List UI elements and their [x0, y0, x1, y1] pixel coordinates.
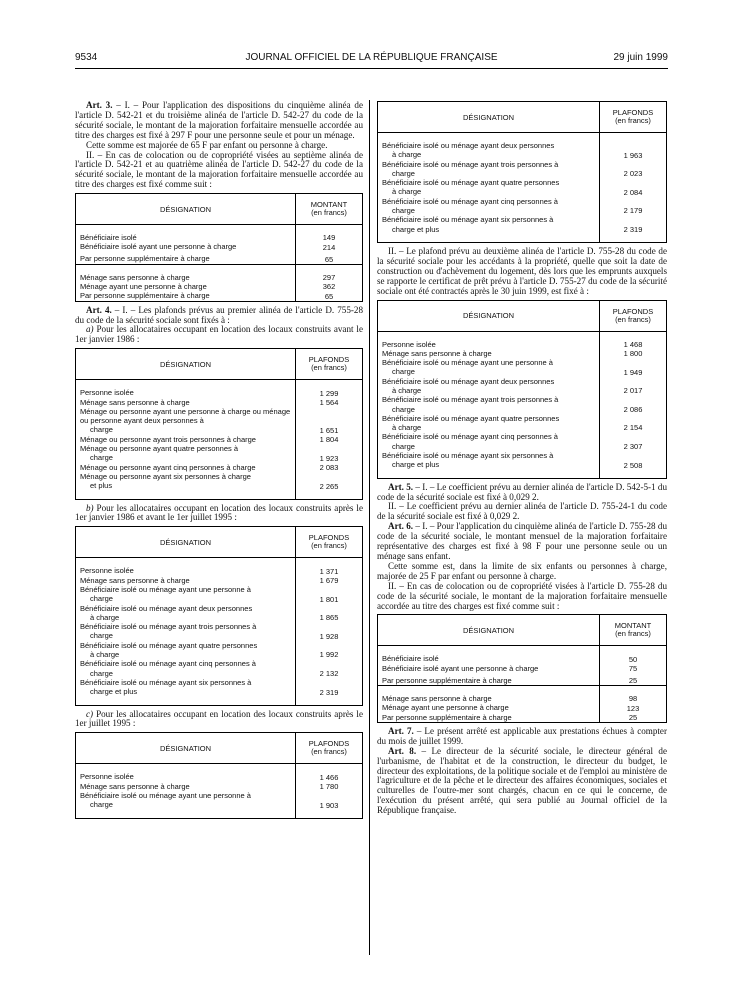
left-column	[75, 101, 363, 823]
row-label-line2: à charge	[90, 650, 120, 660]
row-label-line1: Bénéficiaire isolé ou ménage ayant cinq personnes à	[382, 432, 558, 442]
table-row-label: Ménage sans personne à charge	[378, 694, 600, 703]
art6-p2: Cette somme est, dans la limite de six enfants ou personnes à charge, majorée de 25 F par enfant ou personne à charge.	[377, 560, 667, 581]
table-row-label	[378, 377, 600, 396]
table-row-value: 1 371	[296, 566, 363, 575]
table-row-label: Bénéficiaire isolé ayant une personne à charge	[76, 242, 296, 251]
art5-label: Art. 5.	[388, 481, 414, 492]
table-row-label: Bénéficiaire isolé	[76, 233, 296, 242]
table-row-value: 2 132	[296, 659, 363, 678]
art3-label: Art. 3.	[86, 100, 113, 110]
row-label-line1: Bénéficiaire isolé ou ménage ayant six personnes à	[80, 677, 252, 687]
table-row	[76, 772, 363, 781]
table-row	[76, 435, 363, 444]
row-label-line1: Ménage ou personne ayant quatre personnes à	[80, 444, 239, 454]
table-row-value: 65	[296, 291, 363, 301]
row-label-line1: Bénéficiaire isolé ou ménage ayant deux personnes	[382, 376, 555, 386]
table-row	[378, 395, 667, 414]
table-row	[378, 160, 667, 179]
art3-p3: II. – En cas de colocation ou de copropriété visées au septième alinéa de l'article D. 542-21 et au quatrième alinéa de l'article D. 542-27 du code de la sécurité sociale, le montant de la majoration forfaitaire mensuelle accordée au titre des charges est fixé comme suit :	[75, 149, 363, 190]
publication-date: 29 juin 1999	[613, 52, 668, 63]
row-label-line1: Bénéficiaire isolé ou ménage ayant trois personnes à	[382, 395, 559, 405]
art4-p1	[75, 306, 363, 326]
row-label-line2: charge	[392, 441, 415, 451]
table-row	[76, 388, 363, 397]
table-row-label	[378, 349, 600, 358]
row-label-line2: charge	[90, 453, 113, 463]
table-row	[378, 349, 667, 358]
row-label-line2: charge	[392, 206, 415, 216]
row-label-line1: Bénéficiaire isolé ou ménage ayant une personne à	[382, 358, 553, 368]
table-row	[76, 398, 363, 407]
row-label-line1: Bénéficiaire isolé ou ménage ayant cinq personnes à	[382, 196, 558, 206]
table-row-value: 1 299	[296, 388, 363, 397]
art3-p1	[75, 101, 363, 141]
table-row-label: Ménage ayant une personne à charge	[76, 282, 296, 291]
table-row-value: 1 466	[296, 772, 363, 781]
table-row-value: 362	[296, 282, 363, 291]
col-value-label: MONTANT	[310, 200, 348, 210]
table-row-value: 1 923	[296, 444, 363, 463]
table-row	[76, 791, 363, 810]
row-label-line1: Ménage ou personne ayant une personne à charge ou ménage ou personne ayant deux personnes à	[80, 406, 291, 426]
table-row	[378, 340, 667, 349]
row-label-line1: Bénéficiaire isolé ou ménage ayant quatre personnes	[80, 640, 258, 650]
table-row-value: 1 949	[600, 358, 667, 377]
table-row-label: Ménage sans personne à charge	[76, 273, 296, 282]
table-row-label	[76, 576, 296, 585]
art7-text: – Le présent arrêté est applicable aux prestations échues à compter du mois de juillet 1999.	[377, 725, 667, 746]
table-row	[76, 585, 363, 604]
table-montant-1	[75, 193, 363, 301]
table-row-value: 75	[600, 664, 667, 673]
table-row-value: 1 865	[296, 604, 363, 623]
art5-p2: II. – Le coefficient prévu au dernier alinéa de l'article D. 755-24-1 du code de la sécurité sociale est fixé à 0,029 2.	[377, 501, 667, 522]
table-row-label	[76, 388, 296, 397]
journal-title: JOURNAL OFFICIEL DE LA RÉPUBLIQUE FRANÇAISE	[245, 52, 498, 63]
table-row-value: 2 023	[600, 160, 667, 179]
table-row-label	[378, 340, 600, 349]
table-row-label	[76, 566, 296, 575]
row-label-line1: Personne isolée	[80, 772, 134, 782]
table-row-value: 1 564	[296, 398, 363, 407]
table-row	[76, 782, 363, 791]
table-row	[378, 197, 667, 216]
art4-ii: II. – Le plafond prévu au deuxième alinéa de l'article D. 755-28 du code de la sécurité sociale pour les accédants à la propriété, quelle que soit la date de construction ou d'achèvement du logement, dès lors que les emprunts auxquels se rapporte le certificat de prêt prévu à l'article D. 755-27 du code de la sécurité sociale ont été contractés après le 30 juin 1999, est fixé à :	[377, 245, 667, 296]
table-row-label	[378, 414, 600, 433]
page-header	[75, 52, 668, 66]
table-row	[378, 432, 667, 451]
col-unit-label: (en francs)	[615, 116, 651, 125]
table-row-value: 214	[296, 242, 363, 251]
table-row	[76, 463, 363, 472]
col-designation: DÉSIGNATION	[76, 527, 296, 558]
table-plafonds-a	[75, 348, 363, 499]
row-label-line1: Ménage ou personne ayant trois personnes à charge	[80, 434, 256, 444]
art4-a-text: Pour les allocataires occupant en location des locaux construits avant le 1er janvier 1986 :	[75, 324, 363, 345]
art6-label: Art. 6.	[388, 521, 414, 532]
table-row-label	[76, 641, 296, 660]
row-label-line2: charge et plus	[392, 460, 440, 470]
table-row-label	[76, 791, 296, 810]
row-label-line2: charge	[90, 800, 113, 810]
table-row-value: 1 903	[296, 791, 363, 810]
header-rule	[75, 68, 668, 69]
table-row-value: 2 265	[296, 472, 363, 491]
table-row-value: 1 801	[296, 585, 363, 604]
row-label-line2: charge	[90, 594, 113, 604]
table-row	[76, 444, 363, 463]
table-row-value: 1 679	[296, 576, 363, 585]
table-row-value: 2 083	[296, 463, 363, 472]
col-plafonds	[296, 527, 363, 558]
row-label-line1: Ménage sans personne à charge	[80, 781, 190, 791]
row-label-line2: charge et plus	[392, 224, 440, 234]
art6-p3: II. – En cas de colocation ou de copropriété visées à l'article D. 755-28 du code de la sécurité sociale, le montant de la majoration forfaitaire mensuelle accordée au titre des charges est fixé comme suit :	[377, 580, 667, 611]
table-row-label	[76, 782, 296, 791]
col-value-label: PLAFONDS	[308, 739, 350, 749]
table-row	[76, 641, 363, 660]
row-label-line2: charge	[90, 668, 113, 678]
column-divider	[369, 100, 370, 955]
col-plafonds	[296, 349, 363, 380]
table-row	[76, 604, 363, 623]
right-column	[377, 101, 667, 816]
col-value-label: PLAFONDS	[612, 108, 654, 117]
col-value-label: MONTANT	[614, 621, 652, 631]
table-row	[378, 215, 667, 234]
row-label-line2: à charge	[392, 423, 422, 433]
art7-label: Art. 7.	[388, 725, 414, 736]
table-row-label	[378, 215, 600, 234]
table-row-label	[76, 659, 296, 678]
table-row-label: Par personne supplémentaire à charge	[378, 713, 600, 723]
row-label-line1: Bénéficiaire isolé ou ménage ayant quatre personnes	[382, 178, 560, 188]
art7	[377, 727, 667, 747]
page-number: 9534	[75, 52, 98, 63]
table-row	[378, 358, 667, 377]
col-designation: DÉSIGNATION	[76, 349, 296, 380]
row-label-line2: à charge	[392, 187, 422, 197]
col-montant	[296, 194, 363, 225]
art4-a	[75, 325, 363, 345]
table-row-label	[76, 444, 296, 463]
row-label-line1: Personne isolée	[382, 339, 436, 349]
col-unit-label: (en francs)	[311, 541, 347, 551]
art5-p1	[377, 483, 667, 503]
col-designation: DÉSIGNATION	[76, 194, 296, 225]
row-label-line2: à charge	[90, 612, 120, 622]
table-row-label	[378, 358, 600, 377]
row-label-line1: Bénéficiaire isolé ou ménage ayant trois personnes à	[80, 622, 257, 632]
table-row-label: Ménage ayant une personne à charge	[378, 703, 600, 712]
table-row	[378, 141, 667, 160]
table-row-label	[76, 407, 296, 435]
table-row-label	[76, 472, 296, 491]
table-row-label: Bénéficiaire isolé ayant une personne à charge	[378, 664, 600, 673]
table-row	[378, 377, 667, 396]
row-label-line2: et plus	[90, 481, 113, 491]
row-label-line2: à charge	[392, 385, 422, 395]
table-plafonds-c-continued	[377, 101, 667, 243]
row-label-line1: Ménage ou personne ayant cinq personnes à charge	[80, 462, 256, 472]
art4-label: Art. 4.	[86, 304, 112, 315]
table-row-label	[76, 585, 296, 604]
table-row-value: 297	[296, 273, 363, 282]
row-label-line1: Bénéficiaire isolé ou ménage ayant une personne à	[80, 584, 251, 594]
row-label-line2: charge et plus	[90, 687, 138, 697]
table-plafonds-c	[75, 732, 363, 818]
row-label-line1: Personne isolée	[80, 566, 134, 576]
table-row-value: 50	[600, 654, 667, 663]
table-row-value: 25	[600, 713, 667, 723]
col-unit-label: (en francs)	[311, 747, 347, 757]
table-row-value: 98	[600, 694, 667, 703]
row-label-line1: Bénéficiaire isolé ou ménage ayant deux personnes	[80, 603, 253, 613]
table-row	[76, 407, 363, 435]
table-row-label	[378, 178, 600, 197]
table-row-label	[378, 141, 600, 160]
art6-p1-text: – I. – Pour l'application du cinquième alinéa de l'article D. 755-28 du code de la sécurité sociale, le montant mensuel de la majoration forfaitaire représentative des charges est fixé à 98 F pour une personne seule ou un ménage sans enfant.	[377, 521, 668, 561]
table-row	[378, 178, 667, 197]
table-plafonds-ii	[377, 300, 667, 479]
table-row-value: 1 800	[600, 349, 667, 358]
row-label-line2: charge	[90, 425, 113, 435]
art3-p2: Cette somme est majorée de 65 F par enfant ou personne à charge.	[86, 139, 328, 150]
col-value-label: PLAFONDS	[308, 533, 350, 543]
table-row	[378, 414, 667, 433]
art4-b	[75, 504, 363, 524]
table-row	[76, 472, 363, 491]
col-plafonds	[296, 733, 363, 764]
table-row-label	[76, 678, 296, 697]
table-row-label	[76, 435, 296, 444]
col-designation: DÉSIGNATION	[76, 733, 296, 764]
table-row-value: 2 319	[296, 678, 363, 697]
art3-p1-text: – I. – Pour l'application des dispositions du cinquième alinéa de l'article D. 542-21 et du troisième alinéa de l'article D. 542-27 du code de la sécurité sociale, le montant de la majoration forfaitaire mensuelle accordée au titre des charges est fixé à 297 F pour une personne seule et pour un ménage.	[75, 100, 363, 140]
art8-text: – Le directeur de la sécurité sociale, le directeur général de l'urbanisme, de l'habitat et de la construction, le directeur du budget, le directeur des exploitations, de la politique sociale et de l'emploi au ministère de l'agriculture et de la pêche et le directeur des affaires économiques, sociales et culturelles de l'outre-mer sont chargés, chacun en ce qui le concerne, de l'exécution du présent arrêté, qui sera publié au Journal officiel de la République française.	[377, 745, 668, 816]
table-row-value: 2 154	[600, 414, 667, 433]
table-row	[76, 659, 363, 678]
table-row-value: 1 780	[296, 782, 363, 791]
table-row-value: 149	[296, 233, 363, 242]
table-row-value: 2 086	[600, 395, 667, 414]
col-unit-label: (en francs)	[615, 314, 651, 324]
table-row-value: 65	[296, 252, 363, 265]
art4-b-text: Pour les allocataires occupant en location des locaux construits après le 1er janvier 1986 et avant le 1er juillet 1995 :	[75, 502, 363, 523]
row-label-line1: Bénéficiaire isolé ou ménage ayant une personne à	[80, 790, 251, 800]
col-designation: DÉSIGNATION	[378, 300, 600, 331]
row-label-line1: Bénéficiaire isolé ou ménage ayant six personnes à	[382, 451, 554, 461]
row-label-line2: à charge	[392, 150, 422, 160]
row-label-line1: Bénéficiaire isolé ou ménage ayant quatre personnes	[382, 413, 560, 423]
col-value-label: PLAFONDS	[308, 355, 350, 365]
table-row-label: Par personne supplémentaire à charge	[76, 252, 296, 265]
table-row-label: Par personne supplémentaire à charge	[76, 291, 296, 301]
row-label-line2: charge	[392, 367, 415, 377]
table-row-label	[378, 451, 600, 470]
art5-p1-text: – I. – Le coefficient prévu au dernier alinéa de l'article D. 542-5-1 du code de la sécurité sociale est fixé à 0,029 2.	[377, 481, 668, 502]
row-label-line1: Bénéficiaire isolé ou ménage ayant deux personnes	[382, 141, 555, 150]
row-label-line2: charge	[392, 404, 415, 414]
table-row-label	[76, 604, 296, 623]
art8-label: Art. 8.	[388, 745, 417, 756]
row-label-line1: Bénéficiaire isolé ou ménage ayant trois personnes à	[382, 159, 559, 169]
table-row-value: 123	[600, 703, 667, 712]
table-montant-2	[377, 614, 667, 722]
col-plafonds	[600, 102, 667, 133]
art4-b-label: b)	[86, 502, 94, 513]
row-label-line1: Ménage ou personne ayant six personnes à charge	[80, 471, 251, 481]
table-row-value: 25	[600, 673, 667, 686]
col-unit-label: (en francs)	[311, 208, 347, 218]
table-row-value: 1 992	[296, 641, 363, 660]
table-row-value: 2 084	[600, 178, 667, 197]
table-row-label	[76, 622, 296, 641]
table-row-value: 2 307	[600, 432, 667, 451]
row-label-line1: Ménage sans personne à charge	[80, 575, 190, 585]
col-montant	[600, 615, 667, 646]
table-row	[76, 566, 363, 575]
table-row-value: 1 651	[296, 407, 363, 435]
table-plafonds-b	[75, 526, 363, 705]
col-designation: DÉSIGNATION	[378, 615, 600, 646]
row-label-line1: Ménage sans personne à charge	[80, 397, 190, 407]
col-designation: DÉSIGNATION	[378, 102, 600, 133]
art6-p1	[377, 522, 667, 562]
table-row-label: Bénéficiaire isolé	[378, 654, 600, 663]
table-row-label	[76, 398, 296, 407]
row-label-line1: Ménage sans personne à charge	[382, 348, 492, 358]
art4-c-text: Pour les allocataires occupant en location des locaux construits après le 1er juillet 1995 :	[75, 708, 363, 729]
row-label-line2: charge	[90, 631, 113, 641]
row-label-line2: charge	[392, 168, 415, 178]
col-value-label: PLAFONDS	[612, 306, 654, 316]
col-unit-label: (en francs)	[615, 629, 651, 639]
table-row-value: 2 017	[600, 377, 667, 396]
table-row-value: 2 179	[600, 197, 667, 216]
table-row-label	[76, 772, 296, 781]
col-plafonds	[600, 300, 667, 331]
art4-c-label: c)	[86, 708, 94, 719]
row-label-line1: Bénéficiaire isolé ou ménage ayant six personnes à	[382, 215, 554, 225]
row-label-line1: Personne isolée	[80, 388, 134, 398]
table-row-value: 1 468	[600, 340, 667, 349]
table-row-label	[378, 197, 600, 216]
table-row	[76, 678, 363, 697]
table-row	[76, 622, 363, 641]
table-row-value: 2 319	[600, 215, 667, 234]
art4-p1-text: – I. – Les plafonds prévus au premier alinéa de l'article D. 755-28 du code de la sécurité sociale sont fixés à :	[75, 304, 363, 325]
art8	[377, 747, 667, 816]
table-row-label: Par personne supplémentaire à charge	[378, 673, 600, 686]
table-row	[76, 576, 363, 585]
row-label-line1: Bénéficiaire isolé ou ménage ayant cinq personnes à	[80, 659, 256, 669]
table-row-label	[378, 432, 600, 451]
col-unit-label: (en francs)	[311, 363, 347, 373]
art4-c	[75, 710, 363, 730]
table-row-value: 1 804	[296, 435, 363, 444]
table-row-value: 1 928	[296, 622, 363, 641]
table-row-value: 1 963	[600, 141, 667, 160]
table-row-label	[378, 395, 600, 414]
table-row-label	[378, 160, 600, 179]
table-row	[378, 451, 667, 470]
art4-a-label: a)	[86, 324, 94, 335]
table-row-label	[76, 463, 296, 472]
table-row-value: 2 508	[600, 451, 667, 470]
